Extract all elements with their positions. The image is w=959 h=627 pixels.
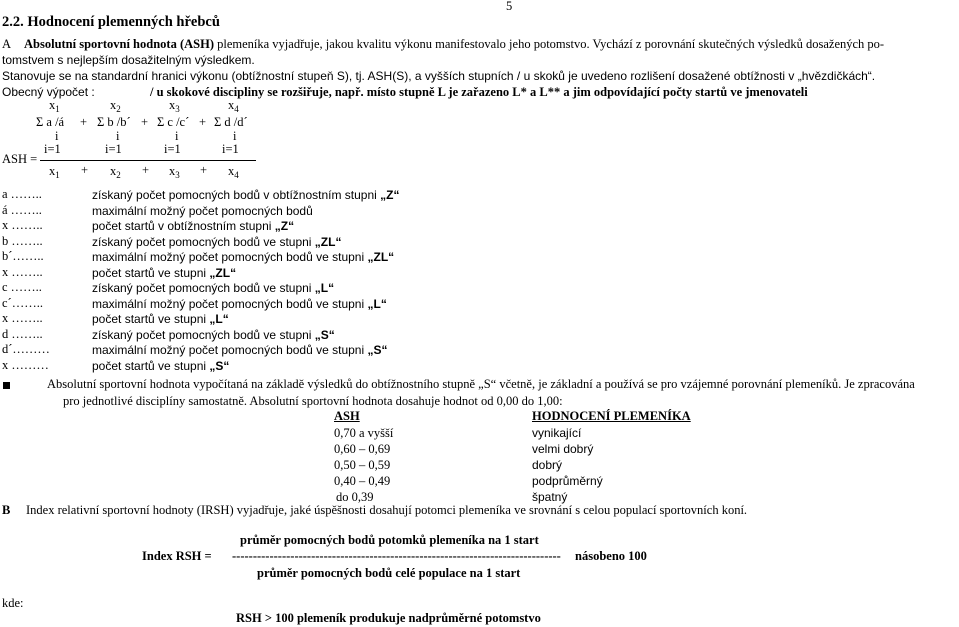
index-i-2: i — [116, 129, 120, 143]
den-plus-2: + — [142, 163, 150, 177]
legend-symbol: á …….. — [2, 202, 42, 217]
legend-symbol: x …….. — [2, 264, 43, 279]
index-denominator: průměr pomocných bodů celé populace na 1 start — [257, 566, 521, 580]
den-x2: $x_2$ — [110, 164, 121, 180]
rating-ash-value: do 0,39 — [336, 490, 374, 504]
legend-level: „L“ — [314, 281, 335, 295]
legend-level: „S“ — [209, 358, 230, 373]
section-b-letter: B — [2, 503, 11, 517]
legend-symbol: x …….. — [2, 311, 43, 325]
page-number: 5 — [506, 0, 513, 13]
index-i-3: i — [175, 129, 179, 143]
rating-ash-value: 0,40 – 0,49 — [334, 474, 391, 488]
rating-label: vynikající — [532, 426, 582, 440]
table-header-ash: ASH — [334, 409, 360, 423]
rating-label: velmi dobrý — [532, 442, 594, 456]
legend-text: počet startů ve stupni — [92, 265, 210, 280]
weight-x1: $x_1$ — [49, 98, 60, 114]
rating-ash-value: 0,60 – 0,69 — [334, 442, 391, 456]
general-calc-label: Obecný výpočet : — [2, 85, 95, 99]
index-numerator: průměr pomocných bodů potomků plemeníka na 1 start — [240, 533, 539, 547]
legend-level: „S“ — [314, 327, 335, 342]
where-label: kde: — [2, 596, 24, 610]
legend-symbol: a …….. — [2, 187, 42, 201]
index-i1-3: i=1 — [164, 142, 181, 156]
den-x3: $x_3$ — [169, 164, 180, 180]
rating-label: špatný — [532, 490, 568, 504]
table-header-rating: HODNOCENÍ PLEMENÍKA — [532, 409, 691, 423]
bullet-line1: Absolutní sportovní hodnota vypočítaná na základě výsledků do obtížnostního stupně „S“ včetně, je základní a používá se pro vzájemné porovnání plemeníků. Je zpracována — [47, 377, 915, 391]
legend-symbol: d …….. — [2, 326, 43, 341]
rating-ash-value: 0,50 – 0,59 — [334, 458, 391, 472]
plus-1: + — [80, 115, 88, 129]
den-x4: $x_4$ — [228, 164, 239, 180]
legend-symbol: b …….. — [2, 233, 43, 248]
legend-description — [92, 220, 294, 233]
ash-lhs: ASH = — [2, 152, 38, 166]
rating-label: dobrý — [532, 458, 563, 472]
index-i-4: i — [233, 129, 237, 143]
legend-level: „L“ — [367, 296, 387, 311]
legend-level: „L“ — [209, 312, 229, 326]
weight-x4: $x_4$ — [228, 98, 239, 114]
legend-level: „ZL“ — [209, 265, 237, 280]
sum-a: Σ a /á — [36, 115, 65, 129]
plus-2: + — [141, 115, 149, 129]
legend-symbol: x …….. — [2, 218, 43, 232]
weight-x2: $x_2$ — [110, 98, 121, 114]
legend-description — [92, 313, 229, 326]
rsh-note: RSH > 100 plemeník produkuje nadprůměrné potomstvo — [236, 611, 541, 625]
plus-3: + — [199, 115, 207, 129]
legend-text: maximální možný počet pomocných bodů — [92, 203, 313, 218]
legend-text: získaný počet pomocných bodů ve stupni — [92, 281, 315, 295]
rating-ash-value: 0,70 a vyšší — [334, 426, 394, 440]
section-b-text: Index relativní sportovní hodnoty (IRSH) vyjadřuje, jaké úspěšnosti dosahují potomci plemeníka ve srovnání s celou populací sportovních koní. — [26, 503, 748, 517]
legend-description — [92, 205, 313, 218]
section-a-line1 — [24, 38, 884, 52]
index-lhs: Index RSH = — [142, 549, 212, 563]
section-a-line3: Stanovuje se na standardní hranici výkonu (obtížnostní stupeň S), tj. ASH(S), a vyšších stupních / u skoků je uvedeno rozlišení dosažené obtížnosti v „hvězdičkách“. — [2, 69, 876, 83]
sum-c: Σ c /c´ — [157, 115, 190, 129]
legend-text: maximální možný počet pomocných bodů ve stupni — [92, 250, 368, 264]
legend-text: počet startů ve stupni — [92, 358, 210, 373]
legend-text: získaný počet pomocných bodů v obtížnostním stupni — [92, 188, 381, 202]
rating-label: podprůměrný — [532, 474, 603, 488]
legend-description — [92, 236, 341, 249]
legend-symbol: d´……… — [2, 342, 50, 356]
legend-description — [92, 189, 400, 202]
section-a-line2: tomstvem s nejlepším dosažitelným výsledkem. — [2, 53, 255, 67]
sum-b: Σ b /b´ — [97, 115, 131, 129]
legend-text: počet startů v obtížnostním stupni — [92, 219, 275, 233]
den-x1: $x_1$ — [49, 164, 60, 180]
index-i1-4: i=1 — [222, 142, 239, 156]
legend-text: získaný počet pomocných bodů ve stupni — [92, 234, 315, 249]
legend-level: „Z“ — [380, 188, 400, 202]
den-plus-1: + — [81, 163, 89, 177]
legend-description — [92, 344, 388, 357]
fraction-bar — [40, 160, 256, 161]
legend-text: maximální možný počet pomocných bodů ve stupni — [92, 296, 368, 311]
legend-text: maximální možný počet pomocných bodů ve stupni — [92, 343, 368, 357]
index-i1-2: i=1 — [105, 142, 122, 156]
legend-description — [92, 251, 394, 264]
legend-description — [92, 282, 334, 295]
legend-level: „ZL“ — [314, 234, 342, 249]
ash-term: Absolutní sportovní hodnota (ASH) — [24, 37, 214, 51]
section-heading: 2.2. Hodnocení plemenných hřebců — [2, 14, 220, 30]
legend-text: získaný počet pomocných bodů ve stupni — [92, 327, 315, 342]
index-multiplier: násobeno 100 — [575, 549, 647, 563]
legend-description — [92, 298, 387, 311]
sum-d: Σ d /d´ — [214, 115, 248, 129]
legend-description — [92, 360, 229, 373]
legend-symbol: c …….. — [2, 280, 42, 294]
legend-text: počet startů ve stupni — [92, 312, 210, 326]
legend-level: „S“ — [367, 343, 388, 357]
bullet-line2: pro jednotlivé disciplíny samostatně. Absolutní sportovní hodnota dosahuje hodnot od 0,00 do 1,00: — [63, 394, 563, 408]
bullet-square-icon — [3, 382, 10, 389]
legend-description — [92, 267, 236, 280]
general-calc-note: / u skokové discipliny se rozšiřuje, např. místo stupně L je zařazeno L* a L** a jim odpovídající počty startů ve jmenovateli — [150, 85, 808, 99]
legend-symbol: c´…….. — [2, 295, 43, 310]
legend-level: „Z“ — [274, 219, 295, 233]
section-a-letter: A — [2, 37, 12, 51]
index-i-1: i — [55, 129, 59, 143]
legend-description — [92, 329, 335, 342]
weight-x3: $x_3$ — [169, 98, 180, 114]
index-dashes: ------------------------------------------------------------------------------- — [232, 549, 561, 563]
legend-symbol: x ……… — [2, 357, 49, 372]
den-plus-3: + — [200, 163, 208, 177]
index-i1-1: i=1 — [44, 142, 61, 156]
section-a-line1-rest: plemeníka vyjadřuje, jakou kvalitu výkonu manifestovalo jeho potomstvo. Vychází z porovnání skutečných výsledků dosažených po- — [213, 37, 885, 51]
legend-level: „ZL“ — [367, 250, 395, 264]
legend-symbol: b´…….. — [2, 249, 44, 263]
